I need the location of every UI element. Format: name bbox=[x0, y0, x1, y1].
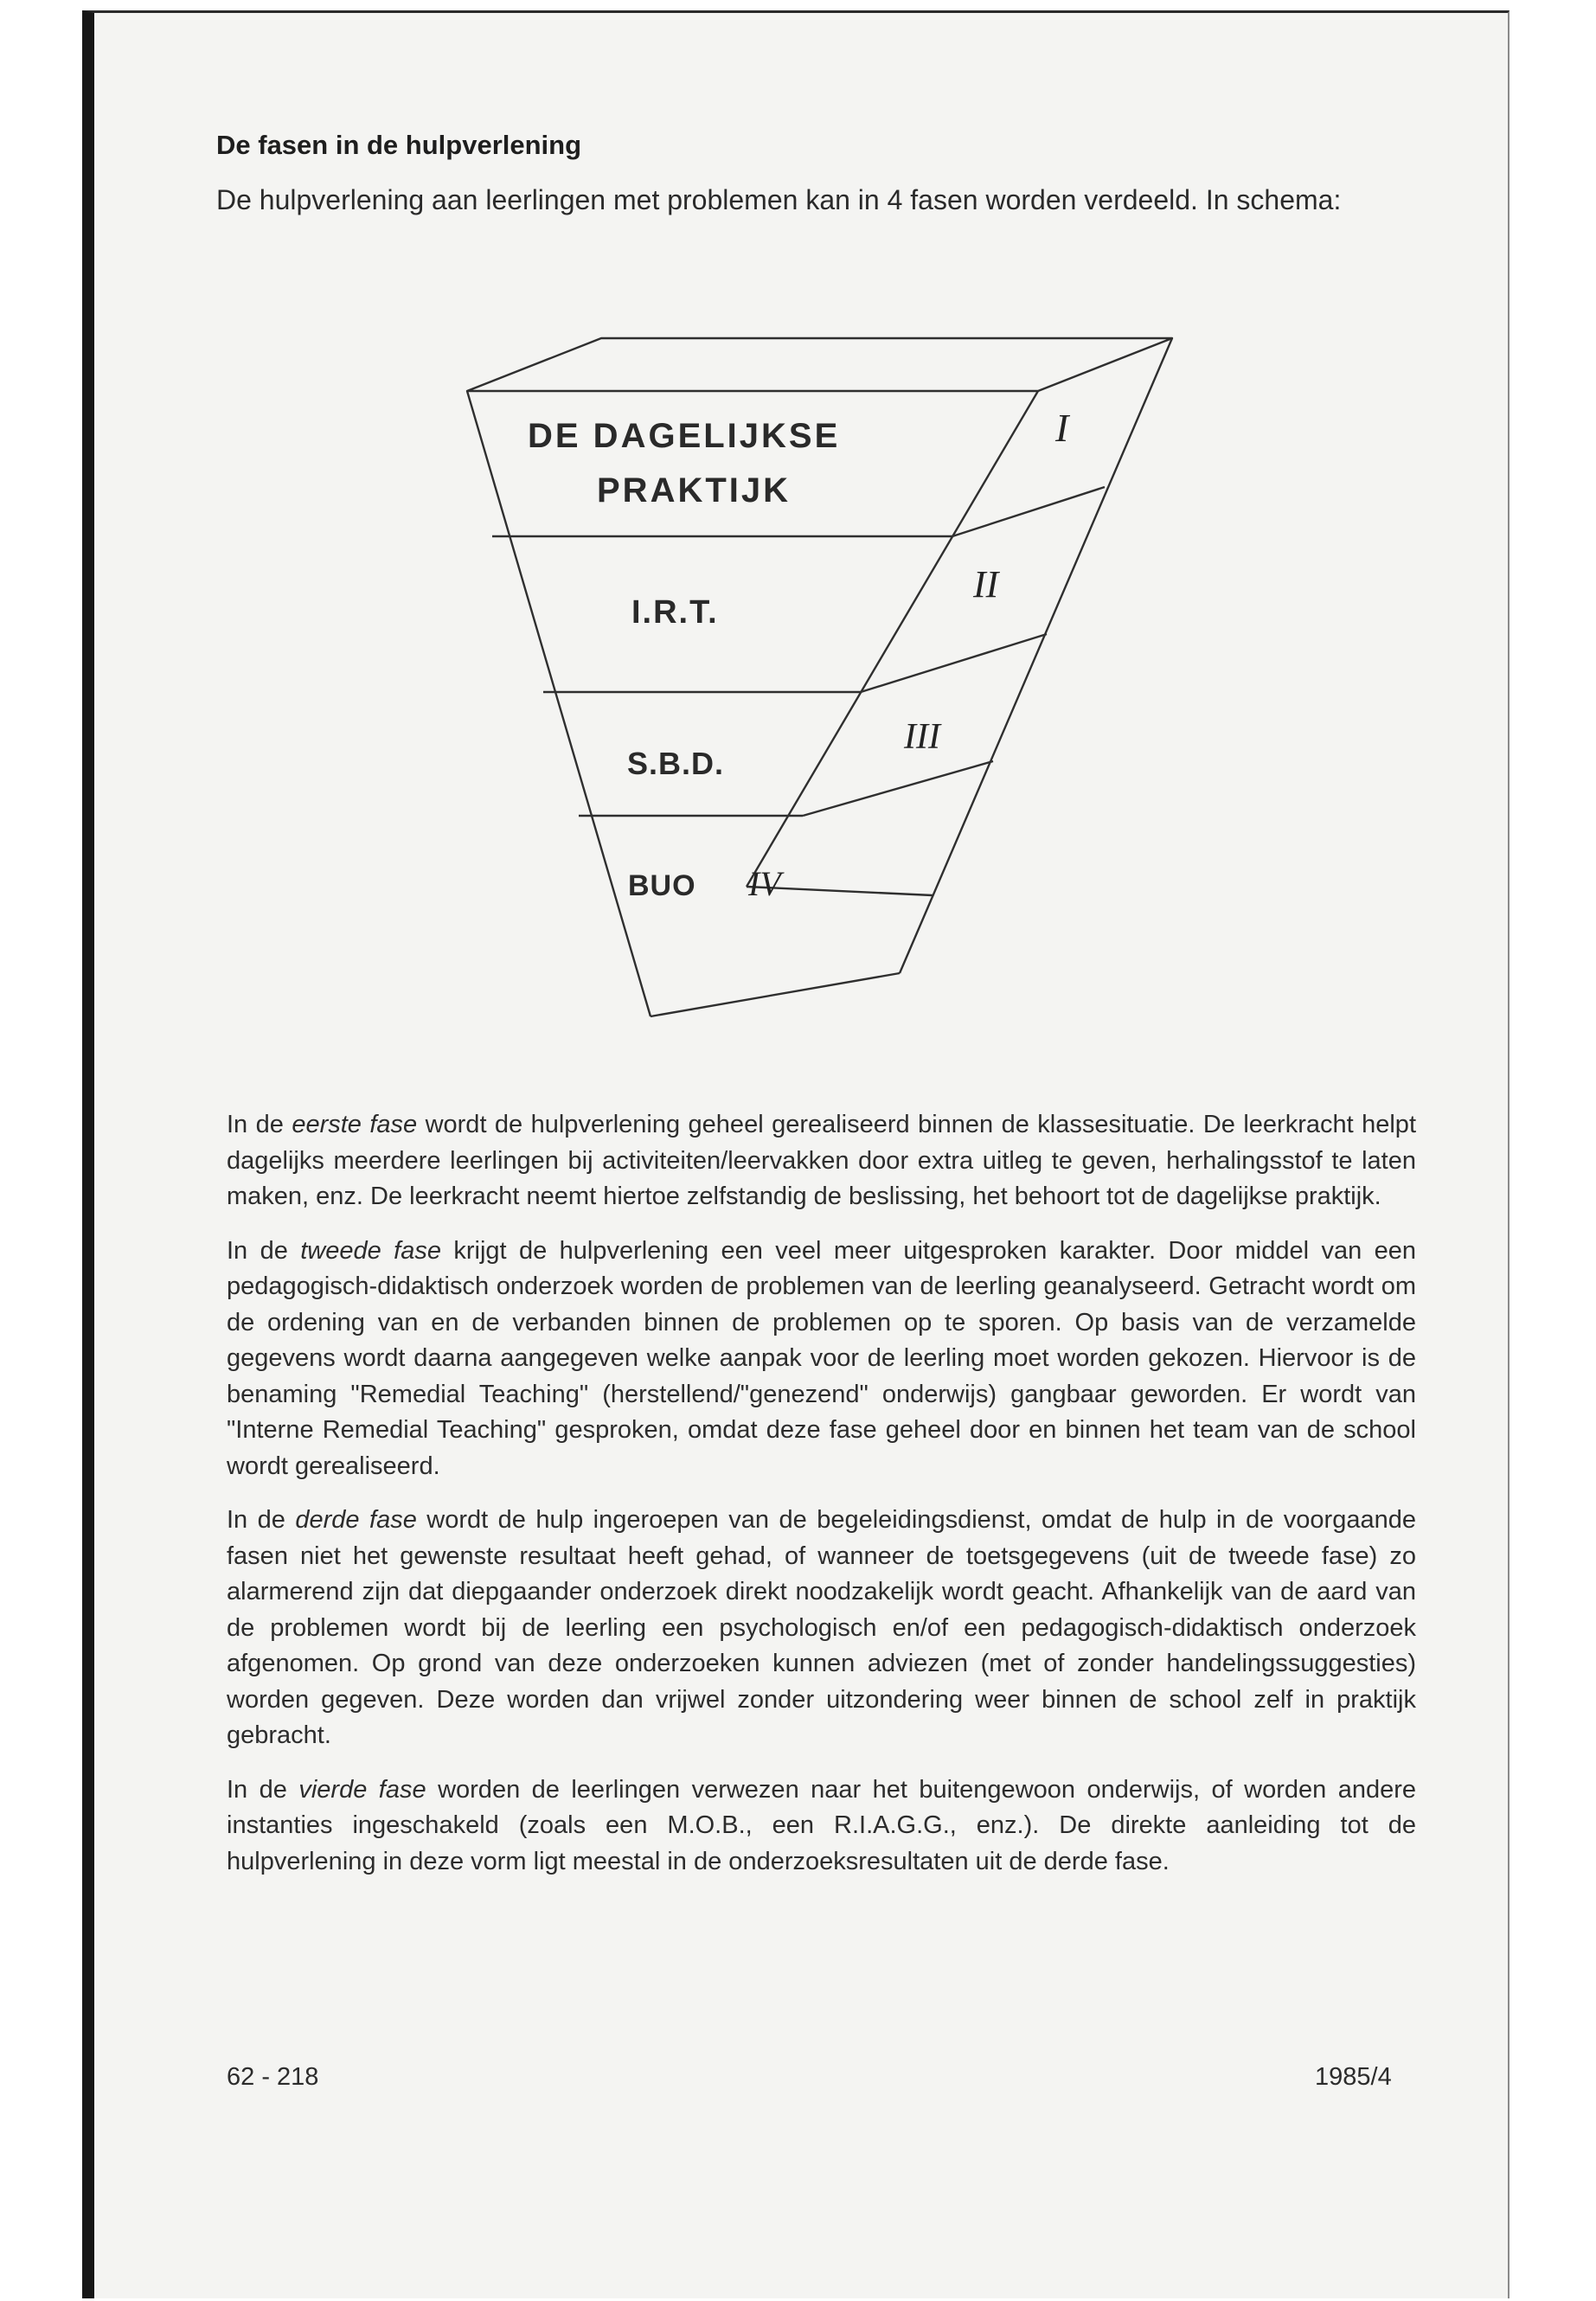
paragraph-lead: In de bbox=[227, 1236, 301, 1265]
paragraph-phase-1 bbox=[227, 1107, 1416, 1215]
phases-pyramid-diagram bbox=[450, 329, 1185, 1038]
phase-term: vierde fase bbox=[298, 1775, 426, 1804]
paragraph-lead: In de bbox=[227, 1775, 299, 1804]
layer-1-label-line-2: PRAKTIJK bbox=[597, 471, 792, 510]
paragraph-text: wordt de hulp ingeroepen van de begeleidingsdienst, omdat de hulp in de voorgaande fasen niet het gewenste resultaat heeft gehad, of wanneer de toetsgegevens (uit de tweede fase) zo alarmerend zijn dat diepgaander onderzoek direkt noodzakelijk wordt geacht. Afhankelijk van de aard van de problemen wordt bij de leerling een psychologisch en/of een pedagogisch-didaktisch onderzoek afgenomen. Op grond van deze onderzoeken kunnen adviezen (met of zonder handelingssuggesties) worden gegeven. Deze worden dan vrijwel zonder uitzondering weer binnen de school zelf in praktijk gebracht. bbox=[227, 1506, 1416, 1749]
paragraph-phase-4 bbox=[227, 1772, 1416, 1881]
paragraph-lead: In de bbox=[227, 1506, 296, 1534]
page-number: 62 - 218 bbox=[227, 2063, 319, 2091]
phase-term: tweede fase bbox=[300, 1236, 441, 1265]
layer-4-label: BUO bbox=[628, 869, 696, 902]
body-text bbox=[227, 1107, 1416, 1898]
layer-4-roman-numeral: IV bbox=[748, 864, 781, 903]
phase-term: eerste fase bbox=[292, 1111, 418, 1138]
issue-number: 1985/4 bbox=[1315, 2063, 1392, 2091]
layer-3-roman-numeral: III bbox=[904, 717, 940, 757]
paragraph-lead: In de bbox=[227, 1111, 292, 1138]
paragraph-text: worden de leerlingen verwezen naar het buitengewoon onderwijs, of worden andere instanties ingeschakeld (zoals een M.O.B., een R.I.A.G.G., enz.). De direkte aanleiding tot de hulpverlening in deze vorm ligt meestal in de onderzoeksresultaten uit de derde fase. bbox=[227, 1775, 1416, 1875]
paragraph-text: wordt de hulpverlening geheel gerealiseerd binnen de klassesituatie. De leerkracht helpt dagelijks meerdere leerlingen bij activiteiten/leervakken door extra uitleg te geven, herhalingsstof te laten maken, enz. De leerkracht neemt hiertoe zelfstandig de beslissing, het behoort tot de dagelijkse praktijk. bbox=[227, 1111, 1416, 1210]
paragraph-phase-2 bbox=[227, 1234, 1416, 1485]
paragraph-text: krijgt de hulpverlening een veel meer uitgesproken karakter. Door middel van een pedagogisch-didaktisch onderzoek worden de problemen van de leerling geanalyseerd. Getracht wordt om de ordening van en de verbanden binnen de problemen op te sporen. Op basis van de verzamelde gegevens wordt daarna aangegeven welke aanpak voor de leerling moet worden gekozen. Hiervoor is de benaming "Remedial Teaching" (herstellend/"genezend" onderwijs) gangbaar geworden. Er wordt van "Interne Remedial Teaching" gesproken, omdat deze fase geheel door en binnen het team van de school wordt gerealiseerd. bbox=[227, 1236, 1416, 1480]
layer-1-roman-numeral: I bbox=[1055, 406, 1069, 450]
intro-paragraph: De hulpverlening aan leerlingen met problemen kan in 4 fasen worden verdeeld. In schema: bbox=[216, 184, 1342, 215]
layer-2-roman-numeral: II bbox=[973, 563, 999, 606]
section-heading: De fasen in de hulpverlening bbox=[216, 130, 582, 160]
layer-1-label-line-1: DE DAGELIJKSE bbox=[528, 417, 841, 455]
layer-3-label: S.B.D. bbox=[627, 746, 725, 781]
layer-2-label: I.R.T. bbox=[631, 594, 719, 631]
phase-term: derde fase bbox=[295, 1506, 417, 1534]
paragraph-phase-3 bbox=[227, 1503, 1416, 1754]
